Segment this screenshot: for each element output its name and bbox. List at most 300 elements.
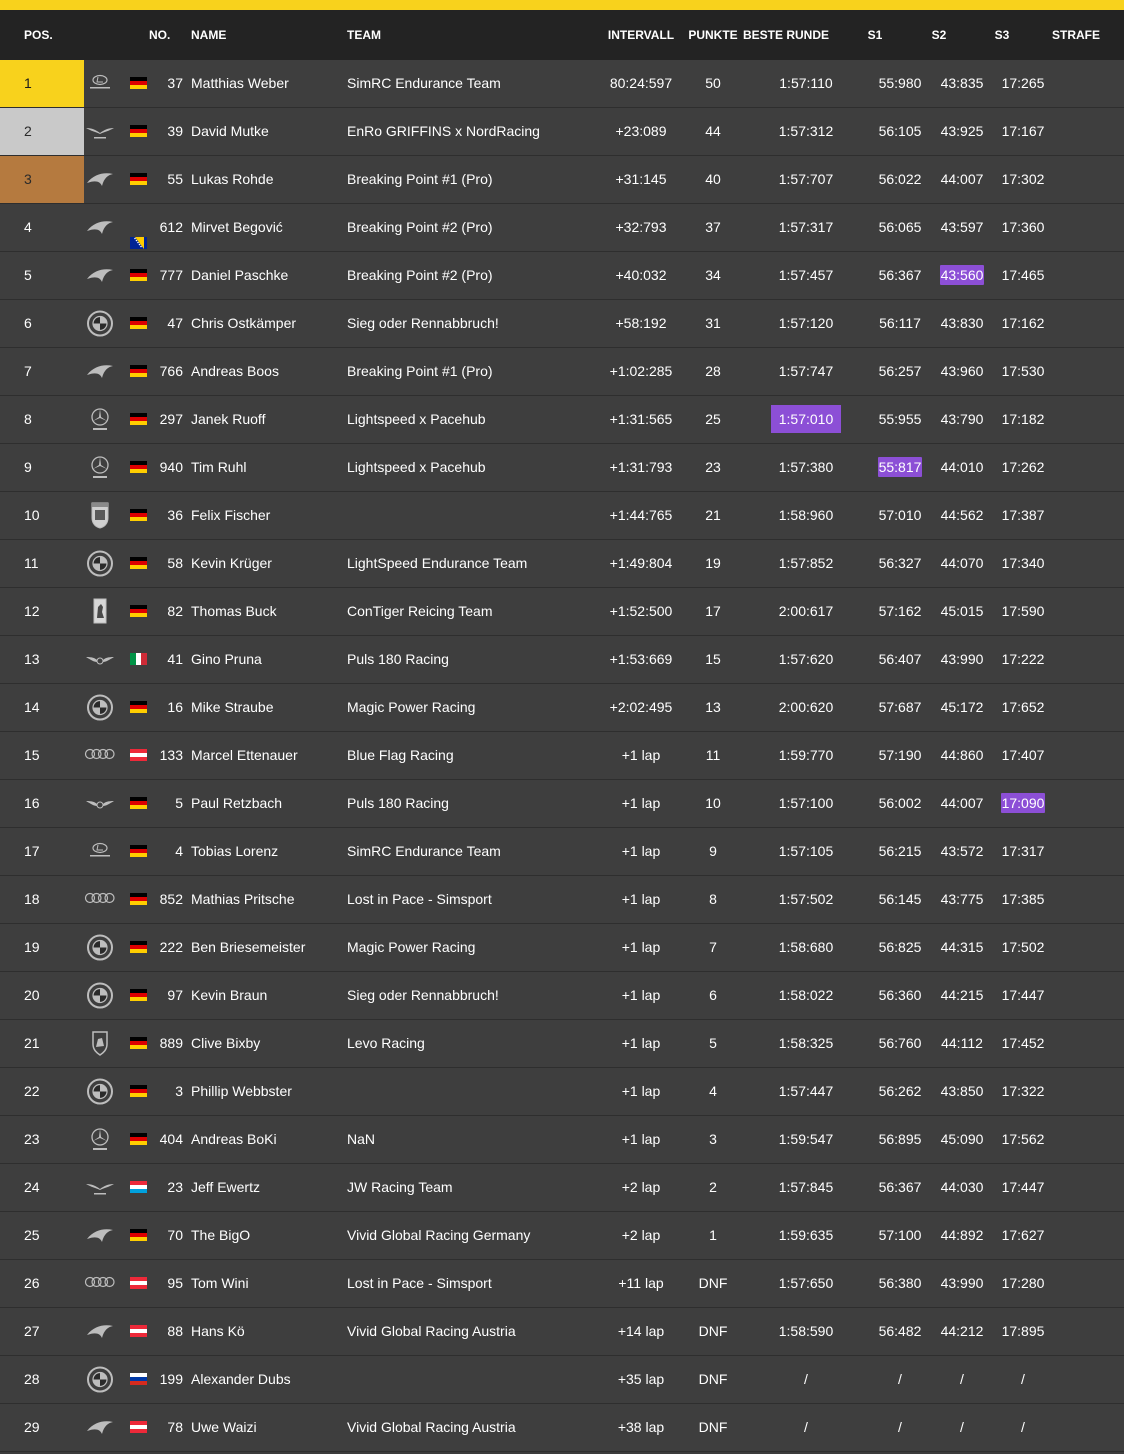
team-name: Breaking Point #1 (Pro) — [347, 171, 493, 187]
position: 17 — [24, 843, 40, 859]
interval: +32:793 — [615, 219, 667, 235]
sector-1: 56:002 — [878, 795, 922, 811]
table-row[interactable] — [0, 972, 1124, 1020]
bmw-logo-icon — [84, 972, 116, 1019]
sector-3: 17:265 — [1001, 75, 1045, 91]
results-table — [0, 60, 1124, 1452]
flag-icon — [130, 924, 147, 971]
position: 4 — [24, 219, 32, 235]
flag-de — [130, 413, 147, 425]
flag-at — [130, 1421, 147, 1433]
mercedes-amg-logo-icon — [84, 1116, 116, 1163]
driver-name: Felix Fischer — [191, 507, 271, 523]
sector-2: 43:572 — [940, 843, 984, 859]
mclaren-logo-icon — [84, 348, 116, 395]
team-name: ConTiger Reicing Team — [347, 603, 493, 619]
flag-icon — [130, 684, 147, 731]
interval: +1 lap — [621, 1083, 661, 1099]
flag-de — [130, 317, 147, 329]
bmw-logo-icon — [84, 924, 116, 971]
driver-name: Tom Wini — [191, 1275, 249, 1291]
car-number: 852 — [159, 891, 183, 907]
best-lap: 1:57:100 — [778, 795, 834, 811]
position: 10 — [24, 507, 40, 523]
team-name: Lost in Pace - Simsport — [347, 891, 492, 907]
table-row[interactable] — [0, 108, 1124, 156]
header-name[interactable]: NAME — [191, 28, 227, 42]
table-row[interactable] — [0, 876, 1124, 924]
driver-name: Kevin Braun — [191, 987, 268, 1003]
car-number: 70 — [167, 1227, 183, 1243]
interval: +1 lap — [621, 987, 661, 1003]
table-row[interactable] — [0, 924, 1124, 972]
driver-name: Tobias Lorenz — [191, 843, 279, 859]
driver-name: Mathias Pritsche — [191, 891, 295, 907]
points: 3 — [709, 1131, 717, 1147]
header-team[interactable]: TEAM — [347, 28, 381, 42]
position: 21 — [24, 1035, 40, 1051]
flag-de — [130, 77, 147, 89]
position: 2 — [0, 108, 84, 155]
interval: +1:44:765 — [609, 507, 673, 523]
table-row[interactable] — [0, 1212, 1124, 1260]
car-number: 297 — [159, 411, 183, 427]
sector-2: 43:925 — [940, 123, 984, 139]
flag-icon — [130, 828, 147, 875]
header-penalty[interactable]: STRAFE — [1052, 28, 1100, 42]
sector-3: 17:652 — [1001, 699, 1045, 715]
points: DNF — [698, 1419, 728, 1435]
table-row[interactable] — [0, 732, 1124, 780]
team-name: Vivid Global Racing Austria — [347, 1419, 516, 1435]
sector-2: 43:990 — [940, 1275, 984, 1291]
table-row[interactable] — [0, 684, 1124, 732]
points: 19 — [705, 555, 721, 571]
sector-3: 17:502 — [1001, 939, 1045, 955]
table-row[interactable] — [0, 1356, 1124, 1404]
sector-1: / — [898, 1371, 902, 1387]
position: 3 — [0, 156, 84, 203]
flag-at — [130, 1277, 147, 1289]
sector-1: 57:010 — [878, 507, 922, 523]
header-s3[interactable]: S3 — [994, 28, 1010, 42]
sector-3: 17:322 — [1001, 1083, 1045, 1099]
sector-2: 44:070 — [940, 555, 984, 571]
table-row[interactable] — [0, 396, 1124, 444]
table-row[interactable] — [0, 1164, 1124, 1212]
driver-name: Andreas BoKi — [191, 1131, 277, 1147]
flag-icon — [130, 780, 147, 827]
interval: +14 lap — [617, 1323, 665, 1339]
table-row[interactable] — [0, 204, 1124, 252]
table-row[interactable] — [0, 1068, 1124, 1116]
interval: +1 lap — [621, 747, 661, 763]
sector-2: 44:562 — [940, 507, 984, 523]
sector-3: 17:162 — [1001, 315, 1045, 331]
position: 6 — [24, 315, 32, 331]
audi-logo-icon — [84, 732, 116, 779]
sector-1: 56:380 — [878, 1275, 922, 1291]
best-lap: 1:57:747 — [778, 363, 834, 379]
interval: +31:145 — [615, 171, 667, 187]
flag-icon — [130, 1116, 147, 1163]
sector-2: 43:775 — [940, 891, 984, 907]
flag-de — [130, 1085, 147, 1097]
best-lap: 2:00:620 — [778, 699, 834, 715]
flag-de — [130, 1229, 147, 1241]
flag-at — [130, 749, 147, 761]
car-number: 404 — [159, 1131, 183, 1147]
bmw-logo-icon — [84, 684, 116, 731]
points: 31 — [705, 315, 721, 331]
best-lap: 1:57:457 — [778, 267, 834, 283]
table-row[interactable] — [0, 828, 1124, 876]
sector-1: 56:825 — [878, 939, 922, 955]
sector-1: 56:895 — [878, 1131, 922, 1147]
team-name: JW Racing Team — [347, 1179, 453, 1195]
driver-name: Paul Retzbach — [191, 795, 283, 811]
header-best-lap[interactable]: BESTE RUNDE — [743, 28, 830, 42]
car-number: 47 — [167, 315, 183, 331]
table-row[interactable] — [0, 540, 1124, 588]
points: 21 — [705, 507, 721, 523]
car-number: 55 — [167, 171, 183, 187]
position: 16 — [24, 795, 40, 811]
driver-name: Matthias Weber — [191, 75, 289, 91]
sector-1: 56:367 — [878, 1179, 922, 1195]
sector-1: 56:065 — [878, 219, 922, 235]
interval: +1:53:669 — [609, 651, 673, 667]
sector-2: 44:030 — [940, 1179, 984, 1195]
position: 27 — [24, 1323, 40, 1339]
interval: +1 lap — [621, 939, 661, 955]
sector-3: 17:302 — [1001, 171, 1045, 187]
interval: +35 lap — [617, 1371, 665, 1387]
best-lap: 1:58:022 — [778, 987, 834, 1003]
team-name: SimRC Endurance Team — [347, 75, 501, 91]
team-name: NaN — [347, 1131, 376, 1147]
points: 25 — [705, 411, 721, 427]
interval: +1 lap — [621, 1131, 661, 1147]
mclaren-logo-icon — [84, 252, 116, 299]
car-number: 39 — [167, 123, 183, 139]
flag-de — [130, 845, 147, 857]
points: DNF — [698, 1371, 728, 1387]
flag-icon — [130, 588, 147, 635]
best-lap: 1:57:620 — [778, 651, 834, 667]
position: 28 — [24, 1371, 40, 1387]
flag-de — [130, 605, 147, 617]
interval: +2:02:495 — [609, 699, 673, 715]
interval: +23:089 — [615, 123, 667, 139]
team-name: Lightspeed x Pacehub — [347, 411, 486, 427]
team-name: Levo Racing — [347, 1035, 425, 1051]
driver-name: Tim Ruhl — [191, 459, 247, 475]
sector-2: / — [960, 1419, 964, 1435]
team-name: LightSpeed Endurance Team — [347, 555, 528, 571]
points: 15 — [705, 651, 721, 667]
sector-2: 44:215 — [940, 987, 984, 1003]
table-row[interactable] — [0, 348, 1124, 396]
sector-3: / — [1021, 1371, 1025, 1387]
accent-bar — [0, 0, 1124, 10]
interval: +40:032 — [615, 267, 667, 283]
driver-name: Mike Straube — [191, 699, 274, 715]
flag-ru — [130, 1373, 147, 1385]
sector-1: 56:367 — [878, 267, 922, 283]
flag-icon — [130, 444, 147, 491]
position: 22 — [24, 1083, 40, 1099]
sector-2: 43:835 — [940, 75, 984, 91]
flag-de — [130, 557, 147, 569]
sector-1: 56:145 — [878, 891, 922, 907]
driver-name: Daniel Paschke — [191, 267, 289, 283]
team-name: Lightspeed x Pacehub — [347, 459, 486, 475]
points: DNF — [698, 1323, 728, 1339]
driver-name: Ben Briesemeister — [191, 939, 306, 955]
audi-logo-icon — [84, 1260, 116, 1307]
sector-3: 17:465 — [1001, 267, 1045, 283]
driver-name: Janek Ruoff — [191, 411, 266, 427]
interval: +1 lap — [621, 795, 661, 811]
position: 29 — [24, 1419, 40, 1435]
flag-de — [130, 893, 147, 905]
position: 23 — [24, 1131, 40, 1147]
table-row[interactable] — [0, 1260, 1124, 1308]
car-number: 199 — [159, 1371, 183, 1387]
flag-de — [130, 701, 147, 713]
best-lap: 1:57:845 — [778, 1179, 834, 1195]
team-name: Breaking Point #2 (Pro) — [347, 267, 493, 283]
table-row[interactable] — [0, 636, 1124, 684]
sector-2: 44:010 — [940, 459, 984, 475]
flag-icon — [130, 1068, 147, 1115]
interval: +1:49:804 — [609, 555, 673, 571]
table-row[interactable] — [0, 300, 1124, 348]
best-lap: 1:58:680 — [778, 939, 834, 955]
table-row[interactable] — [0, 444, 1124, 492]
car-number: 777 — [159, 267, 183, 283]
position: 18 — [24, 891, 40, 907]
table-row[interactable] — [0, 60, 1124, 108]
table-row[interactable] — [0, 1020, 1124, 1068]
points: 6 — [709, 987, 717, 1003]
car-number: 4 — [175, 843, 183, 859]
lexus-logo-icon — [84, 828, 116, 875]
interval: +1:52:500 — [609, 603, 673, 619]
interval: +1 lap — [621, 843, 661, 859]
best-lap: 1:58:960 — [778, 507, 834, 523]
audi-logo-icon — [84, 876, 116, 923]
driver-name: Jeff Ewertz — [191, 1179, 260, 1195]
flag-de — [130, 1037, 147, 1049]
flag-icon — [130, 252, 147, 299]
table-row[interactable] — [0, 252, 1124, 300]
interval: +11 lap — [618, 1275, 664, 1291]
sector-2: 43:960 — [940, 363, 984, 379]
car-number: 41 — [167, 651, 183, 667]
best-lap: 1:57:110 — [779, 75, 833, 91]
sector-1 — [870, 444, 930, 491]
flag-icon — [130, 1356, 147, 1403]
car-number: 36 — [167, 507, 183, 523]
best-lap: / — [804, 1371, 808, 1387]
flag-de — [130, 365, 147, 377]
flag-icon — [130, 1308, 147, 1355]
sector-2: 44:860 — [940, 747, 984, 763]
sector-3: 17:262 — [1001, 459, 1045, 475]
lamborghini-logo-icon — [84, 1020, 116, 1067]
interval: +1:02:285 — [609, 363, 673, 379]
table-row[interactable] — [0, 588, 1124, 636]
car-number: 97 — [167, 987, 183, 1003]
best-lap: 1:59:547 — [778, 1131, 834, 1147]
mclaren-logo-icon — [84, 1212, 116, 1259]
car-number: 889 — [159, 1035, 183, 1051]
driver-name: Thomas Buck — [191, 603, 277, 619]
flag-icon — [130, 204, 147, 251]
position: 20 — [24, 987, 40, 1003]
best-lap: 1:57:650 — [778, 1275, 834, 1291]
flag-icon — [130, 1020, 147, 1067]
sector-3: 17:182 — [1001, 411, 1045, 427]
team-name: Puls 180 Racing — [347, 651, 449, 667]
sector-2: 43:990 — [940, 651, 984, 667]
sector-3: 17:360 — [1001, 219, 1045, 235]
table-row[interactable] — [0, 492, 1124, 540]
best-lap: 1:59:635 — [778, 1227, 834, 1243]
sector-3: 17:167 — [1001, 123, 1045, 139]
driver-name: Marcel Ettenauer — [191, 747, 298, 763]
flag-icon — [130, 540, 147, 587]
position: 24 — [24, 1179, 40, 1195]
driver-name: Hans Kö — [191, 1323, 245, 1339]
sector-1-fastest: 55:817 — [878, 459, 922, 475]
flag-icon — [130, 1404, 147, 1451]
best-lap-fastest: 1:57:010 — [771, 405, 842, 433]
sector-3: 17:447 — [1001, 1179, 1045, 1195]
table-row[interactable] — [0, 156, 1124, 204]
points: 40 — [705, 171, 721, 187]
best-lap: 1:57:447 — [778, 1083, 834, 1099]
sector-1: / — [898, 1419, 902, 1435]
position: 25 — [24, 1227, 40, 1243]
flag-de — [130, 1133, 147, 1145]
driver-name: David Mutke — [191, 123, 269, 139]
table-row[interactable] — [0, 1116, 1124, 1164]
sector-1: 56:257 — [878, 363, 922, 379]
interval: +2 lap — [621, 1179, 661, 1195]
table-row[interactable] — [0, 1404, 1124, 1452]
sector-1: 57:162 — [878, 603, 922, 619]
sector-3: 17:317 — [1001, 843, 1045, 859]
car-number: 5 — [175, 795, 183, 811]
flag-icon — [130, 1260, 147, 1307]
sector-3-fastest: 17:090 — [1001, 795, 1045, 811]
sector-2: 44:112 — [941, 1035, 983, 1051]
points: DNF — [698, 1275, 728, 1291]
flag-de — [130, 797, 147, 809]
flag-icon — [130, 60, 147, 107]
car-number: 82 — [167, 603, 183, 619]
sector-1: 57:190 — [878, 747, 922, 763]
interval: 80:24:597 — [609, 75, 673, 91]
team-name: SimRC Endurance Team — [347, 843, 501, 859]
sector-2: 43:597 — [940, 219, 984, 235]
best-lap: 2:00:617 — [778, 603, 834, 619]
sector-2: 44:892 — [940, 1227, 984, 1243]
car-number: 78 — [167, 1419, 183, 1435]
driver-name: Kevin Krüger — [191, 555, 272, 571]
sector-3: 17:340 — [1001, 555, 1045, 571]
mercedes-amg-logo-icon — [84, 444, 116, 491]
interval: +38 lap — [617, 1419, 665, 1435]
car-number: 88 — [167, 1323, 183, 1339]
bentley-logo-icon — [84, 780, 116, 827]
driver-name: Uwe Waizi — [191, 1419, 257, 1435]
best-lap: 1:57:707 — [778, 171, 834, 187]
position: 19 — [24, 939, 40, 955]
sector-3: 17:222 — [1001, 651, 1045, 667]
header-points[interactable]: PUNKTE — [688, 28, 738, 42]
mclaren-logo-icon — [84, 156, 116, 203]
header-no[interactable]: NO. — [149, 28, 171, 42]
sector-1: 55:955 — [878, 411, 922, 427]
sector-1: 56:105 — [878, 123, 922, 139]
sector-3: 17:627 — [1001, 1227, 1045, 1243]
sector-2: 45:172 — [940, 699, 984, 715]
mercedes-amg-logo-icon — [84, 396, 116, 443]
sector-1: 56:215 — [878, 843, 922, 859]
header-s1[interactable]: S1 — [867, 28, 883, 42]
car-number: 16 — [167, 699, 183, 715]
points: 4 — [709, 1083, 717, 1099]
table-row[interactable] — [0, 1308, 1124, 1356]
position: 26 — [24, 1275, 40, 1291]
flag-de — [130, 941, 147, 953]
flag-de — [130, 173, 147, 185]
sector-1: 56:262 — [878, 1083, 922, 1099]
best-lap: 1:57:105 — [778, 843, 834, 859]
team-name: Breaking Point #2 (Pro) — [347, 219, 493, 235]
points: 10 — [705, 795, 721, 811]
flag-icon — [130, 396, 147, 443]
sector-3: 17:385 — [1001, 891, 1045, 907]
table-row[interactable] — [0, 780, 1124, 828]
flag-de — [130, 461, 147, 473]
interval: +1 lap — [621, 1035, 661, 1051]
driver-name: Alexander Dubs — [191, 1371, 291, 1387]
flag-it — [130, 653, 147, 665]
flag-icon — [130, 492, 147, 539]
header-interval[interactable]: INTERVALL — [607, 28, 675, 42]
flag-icon — [130, 156, 147, 203]
header-pos[interactable]: POS. — [24, 28, 53, 42]
car-number: 766 — [159, 363, 183, 379]
sector-1: 56:482 — [878, 1323, 922, 1339]
sector-2: 44:315 — [940, 939, 984, 955]
sector-3: 17:452 — [1001, 1035, 1045, 1051]
sector-3: 17:280 — [1001, 1275, 1045, 1291]
points: 1 — [709, 1227, 717, 1243]
bentley-logo-icon — [84, 636, 116, 683]
car-number: 95 — [167, 1275, 183, 1291]
points: 44 — [705, 123, 721, 139]
sector-3: 17:590 — [1001, 603, 1045, 619]
aston-martin-logo-icon — [84, 1164, 116, 1211]
header-s2[interactable]: S2 — [931, 28, 947, 42]
interval: +2 lap — [621, 1227, 661, 1243]
